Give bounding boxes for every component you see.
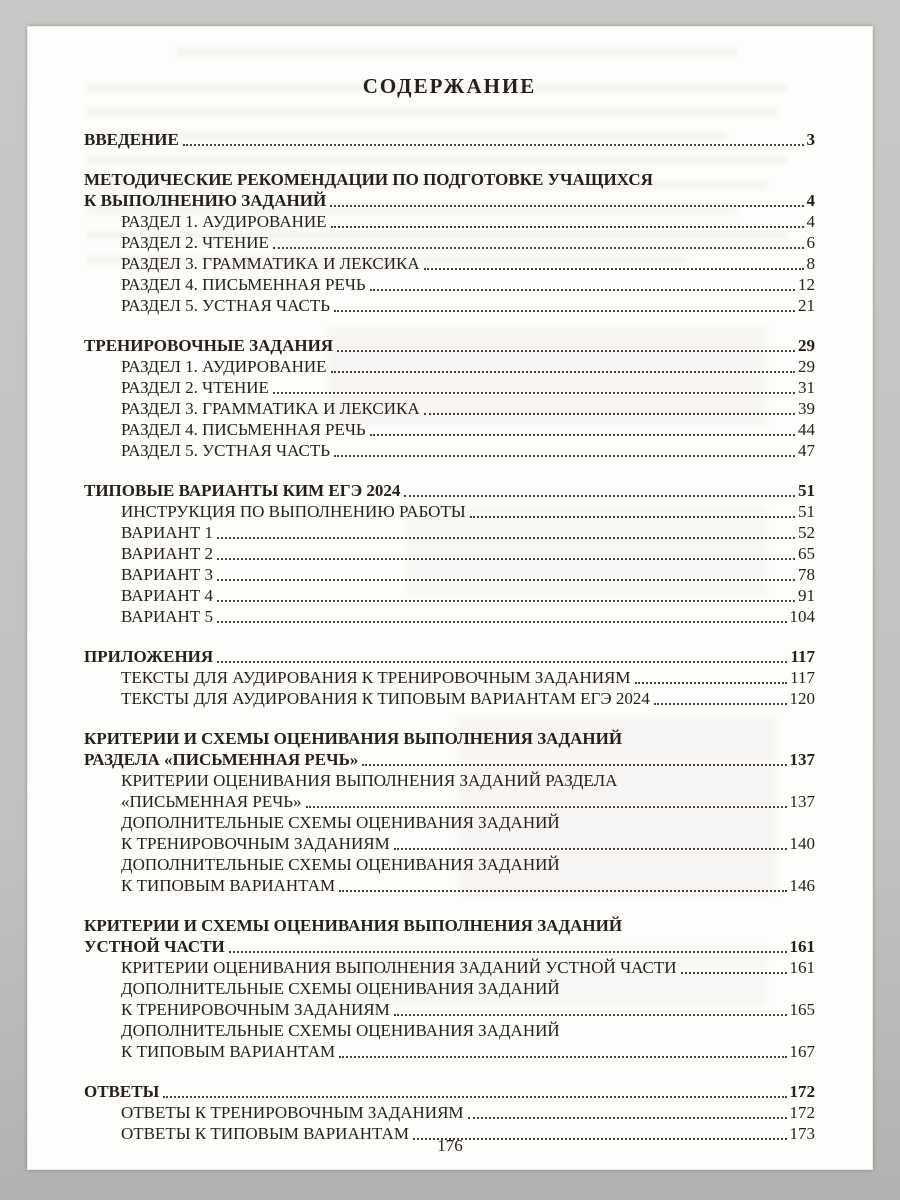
toc-page-ref: 161 [789, 958, 815, 977]
toc-entry-line [84, 129, 815, 150]
toc-entry [84, 169, 815, 211]
toc-entry-line [121, 854, 815, 875]
toc-page-ref: 120 [789, 689, 815, 708]
dot-leader [217, 661, 787, 663]
toc-entry-text: КРИТЕРИИ И СХЕМЫ ОЦЕНИВАНИЯ ВЫПОЛНЕНИЯ ЗАДАНИЙ [84, 729, 623, 748]
toc-entry-text: ТРЕНИРОВОЧНЫЕ ЗАДАНИЯ [84, 336, 334, 355]
toc-entry-line [121, 833, 815, 854]
toc-entry-line [121, 543, 815, 564]
toc-entry-text: РАЗДЕЛ 2. ЧТЕНИЕ [121, 233, 269, 252]
toc-entry-line [84, 1081, 815, 1102]
toc-entry-text: РАЗДЕЛ 3. ГРАММАТИКА И ЛЕКСИКА [121, 254, 420, 273]
toc-entry-line [84, 646, 815, 667]
toc [84, 129, 815, 1144]
toc-entry-line [121, 253, 815, 274]
toc-entry-text: КРИТЕРИИ ОЦЕНИВАНИЯ ВЫПОЛНЕНИЯ ЗАДАНИЙ УСТНОЙ ЧАСТИ [121, 958, 677, 977]
toc-entry-text: К ТРЕНИРОВОЧНЫМ ЗАДАНИЯМ [121, 834, 390, 853]
dot-leader [331, 371, 795, 373]
toc-page-ref: 3 [806, 130, 815, 149]
toc-entry-line [121, 356, 815, 377]
dot-leader [217, 537, 795, 539]
toc-entry-line [121, 667, 815, 688]
toc-entry-line [121, 522, 815, 543]
toc-page-ref: 140 [789, 834, 815, 853]
toc-entry-text: ВАРИАНТ 2 [121, 544, 213, 563]
dot-leader [183, 144, 804, 146]
toc-entry-line [121, 585, 815, 606]
dot-leader [163, 1096, 786, 1098]
toc-entry-text: К ТИПОВЫМ ВАРИАНТАМ [121, 876, 336, 895]
toc-entry-text: К ТИПОВЫМ ВАРИАНТАМ [121, 1042, 336, 1061]
toc-entry [84, 398, 815, 419]
dot-leader [330, 205, 803, 207]
toc-entry-text: ВВЕДЕНИЕ [84, 130, 179, 149]
dot-leader [217, 600, 795, 602]
toc-entry [84, 606, 815, 627]
toc-entry-text: ТЕКСТЫ ДЛЯ АУДИРОВАНИЯ К ТИПОВЫМ ВАРИАНТАМ ЕГЭ 2024 [121, 689, 650, 708]
toc-page-ref: 4 [806, 212, 815, 231]
toc-entry-text: ТИПОВЫЕ ВАРИАНТЫ КИМ ЕГЭ 2024 [84, 481, 401, 500]
page-title: СОДЕРЖАНИЕ [362, 74, 537, 98]
toc-entry [84, 1020, 815, 1062]
toc-entry-line [84, 728, 815, 749]
toc-entry-text: ВАРИАНТ 1 [121, 523, 213, 542]
dot-leader [424, 413, 795, 415]
toc-entry-text: РАЗДЕЛ 1. АУДИРОВАНИЕ [121, 357, 327, 376]
dot-leader [404, 495, 795, 497]
toc-page-ref: 104 [789, 607, 815, 626]
dot-leader [681, 972, 787, 974]
toc-page-ref: 137 [789, 792, 815, 811]
toc-page-ref: 21 [798, 296, 815, 315]
toc-page-ref: 65 [798, 544, 815, 563]
toc-page-ref: 39 [798, 399, 815, 418]
toc-entry [84, 915, 815, 957]
toc-entry-text: К ВЫПОЛНЕНИЮ ЗАДАНИЙ [84, 191, 327, 210]
toc-page-ref: 172 [789, 1082, 815, 1101]
toc-entry-line [121, 957, 815, 978]
dot-leader [362, 764, 786, 766]
toc-entry-text: К ТРЕНИРОВОЧНЫМ ЗАДАНИЯМ [121, 1000, 390, 1019]
toc-page-ref: 44 [798, 420, 815, 439]
toc-page-ref: 8 [806, 254, 815, 273]
toc-page-ref: 78 [798, 565, 815, 584]
toc-entry-line [121, 398, 815, 419]
toc-entry [84, 957, 815, 978]
toc-entry [84, 522, 815, 543]
dot-leader [424, 268, 804, 270]
toc-entry [84, 1102, 815, 1123]
toc-entry-line [84, 749, 815, 770]
toc-entry-line [121, 232, 815, 253]
toc-page-ref: 29 [798, 357, 815, 376]
toc-entry [84, 211, 815, 232]
toc-entry-text: РАЗДЕЛ 4. ПИСЬМЕННАЯ РЕЧЬ [121, 275, 366, 294]
dot-leader [370, 434, 795, 436]
toc-page-ref: 91 [798, 586, 815, 605]
dot-leader [635, 682, 788, 684]
toc-entry [84, 232, 815, 253]
toc-entry [84, 356, 815, 377]
toc-entry-text: «ПИСЬМЕННАЯ РЕЧЬ» [121, 792, 302, 811]
toc-entry-text: ОТВЕТЫ К ТИПОВЫМ ВАРИАНТАМ [121, 1124, 409, 1143]
toc-page-ref: 146 [789, 876, 815, 895]
toc-entry-line [121, 1102, 815, 1123]
toc-entry-line [121, 564, 815, 585]
toc-entry-line [84, 915, 815, 936]
toc-entry [84, 978, 815, 1020]
toc-entry-text: ПРИЛОЖЕНИЯ [84, 647, 214, 666]
toc-entry-text: МЕТОДИЧЕСКИЕ РЕКОМЕНДАЦИИ ПО ПОДГОТОВКЕ УЧАЩИХСЯ [84, 170, 653, 189]
toc-entry-line [121, 419, 815, 440]
toc-entry [84, 377, 815, 398]
dot-leader [334, 310, 795, 312]
toc-page-ref: 137 [789, 750, 815, 769]
toc-entry-text: ДОПОЛНИТЕЛЬНЫЕ СХЕМЫ ОЦЕНИВАНИЯ ЗАДАНИЙ [121, 813, 560, 832]
dot-leader [370, 289, 795, 291]
toc-page-ref: 51 [798, 502, 815, 521]
toc-entry-text: УСТНОЙ ЧАСТИ [84, 937, 225, 956]
dot-leader [217, 558, 795, 560]
toc-page-ref: 51 [798, 481, 815, 500]
dot-leader [306, 806, 787, 808]
dot-leader [331, 226, 804, 228]
toc-entry-line [84, 936, 815, 957]
dot-leader [337, 350, 795, 352]
toc-page-ref: 31 [798, 378, 815, 397]
dot-leader [339, 890, 786, 892]
page-number: 176 [437, 1136, 463, 1155]
dot-leader [394, 848, 787, 850]
toc-entry-line [84, 169, 815, 190]
toc-page-ref: 47 [798, 441, 815, 460]
toc-entry-line [121, 1041, 815, 1062]
toc-entry-text: РАЗДЕЛ 3. ГРАММАТИКА И ЛЕКСИКА [121, 399, 420, 418]
dot-leader [229, 951, 787, 953]
toc-page-ref: 117 [790, 668, 815, 687]
dot-leader [339, 1056, 786, 1058]
toc-entry [84, 501, 815, 522]
toc-page-ref: 161 [789, 937, 815, 956]
dot-leader [217, 621, 787, 623]
dot-leader [470, 516, 795, 518]
dot-leader [273, 247, 804, 249]
toc-entry [84, 585, 815, 606]
dot-leader [394, 1014, 787, 1016]
toc-entry [84, 335, 815, 356]
toc-entry-text: РАЗДЕЛ 4. ПИСЬМЕННАЯ РЕЧЬ [121, 420, 366, 439]
toc-entry-text: ВАРИАНТ 3 [121, 565, 213, 584]
toc-entry [84, 440, 815, 461]
toc-entry-text: ТЕКСТЫ ДЛЯ АУДИРОВАНИЯ К ТРЕНИРОВОЧНЫМ ЗАДАНИЯМ [121, 668, 631, 687]
toc-entry-line [121, 688, 815, 709]
toc-entry-text: РАЗДЕЛА «ПИСЬМЕННАЯ РЕЧЬ» [84, 750, 359, 769]
toc-entry-text: ВАРИАНТ 4 [121, 586, 213, 605]
toc-page-ref: 165 [789, 1000, 815, 1019]
toc-page-ref: 4 [806, 191, 815, 210]
toc-page-ref: 52 [798, 523, 815, 542]
toc-page-ref: 167 [789, 1042, 815, 1061]
toc-page-ref: 173 [789, 1124, 815, 1143]
toc-entry-text: ВАРИАНТ 5 [121, 607, 213, 626]
toc-entry [84, 770, 815, 812]
toc-entry-line [121, 812, 815, 833]
toc-entry-line [121, 791, 815, 812]
toc-entry-text: РАЗДЕЛ 5. УСТНАЯ ЧАСТЬ [121, 296, 331, 315]
toc-entry-line [121, 501, 815, 522]
toc-entry [84, 812, 815, 854]
dot-leader [654, 703, 787, 705]
toc-entry-text: КРИТЕРИИ ОЦЕНИВАНИЯ ВЫПОЛНЕНИЯ ЗАДАНИЙ РАЗДЕЛА [121, 771, 618, 790]
toc-page-ref: 6 [806, 233, 815, 252]
toc-entry [84, 543, 815, 564]
toc-entry-text: РАЗДЕЛ 5. УСТНАЯ ЧАСТЬ [121, 441, 331, 460]
toc-entry [84, 274, 815, 295]
toc-entry-line [121, 274, 815, 295]
toc-page-ref: 12 [798, 275, 815, 294]
toc-entry [84, 419, 815, 440]
toc-entry-line [84, 480, 815, 501]
toc-entry [84, 1081, 815, 1102]
toc-entry [84, 646, 815, 667]
toc-entry-text: ДОПОЛНИТЕЛЬНЫЕ СХЕМЫ ОЦЕНИВАНИЯ ЗАДАНИЙ [121, 979, 560, 998]
toc-entry [84, 253, 815, 274]
toc-content [27, 26, 873, 1144]
toc-entry-line [121, 1020, 815, 1041]
dot-leader [273, 392, 795, 394]
toc-entry [84, 728, 815, 770]
toc-entry [84, 564, 815, 585]
toc-entry [84, 129, 815, 150]
dot-leader [334, 455, 795, 457]
toc-entry-line [121, 211, 815, 232]
toc-entry [84, 295, 815, 316]
toc-entry-line [121, 295, 815, 316]
toc-entry-line [84, 335, 815, 356]
toc-entry-line [121, 770, 815, 791]
toc-page-ref: 172 [789, 1103, 815, 1122]
toc-entry-line [121, 606, 815, 627]
toc-entry-line [121, 377, 815, 398]
toc-page-ref: 29 [798, 336, 815, 355]
dot-leader [468, 1117, 787, 1119]
toc-entry-text: ИНСТРУКЦИЯ ПО ВЫПОЛНЕНИЮ РАБОТЫ [121, 502, 466, 521]
toc-entry-text: ДОПОЛНИТЕЛЬНЫЕ СХЕМЫ ОЦЕНИВАНИЯ ЗАДАНИЙ [121, 855, 560, 874]
toc-entry-text: ДОПОЛНИТЕЛЬНЫЕ СХЕМЫ ОЦЕНИВАНИЯ ЗАДАНИЙ [121, 1021, 560, 1040]
toc-entry-text: РАЗДЕЛ 1. АУДИРОВАНИЕ [121, 212, 327, 231]
toc-entry-line [84, 190, 815, 211]
toc-entry-text: ОТВЕТЫ [84, 1082, 160, 1101]
toc-entry [84, 854, 815, 896]
toc-entry-line [121, 978, 815, 999]
book-page [27, 26, 873, 1170]
toc-entry-text: КРИТЕРИИ И СХЕМЫ ОЦЕНИВАНИЯ ВЫПОЛНЕНИЯ ЗАДАНИЙ [84, 916, 623, 935]
toc-entry-line [121, 440, 815, 461]
toc-entry [84, 667, 815, 688]
toc-entry-line [121, 999, 815, 1020]
toc-entry [84, 688, 815, 709]
dot-leader [217, 579, 795, 581]
toc-entry-line [121, 875, 815, 896]
toc-entry-text: ОТВЕТЫ К ТРЕНИРОВОЧНЫМ ЗАДАНИЯМ [121, 1103, 464, 1122]
toc-page-ref: 117 [790, 647, 815, 666]
toc-entry-text: РАЗДЕЛ 2. ЧТЕНИЕ [121, 378, 269, 397]
toc-entry [84, 480, 815, 501]
